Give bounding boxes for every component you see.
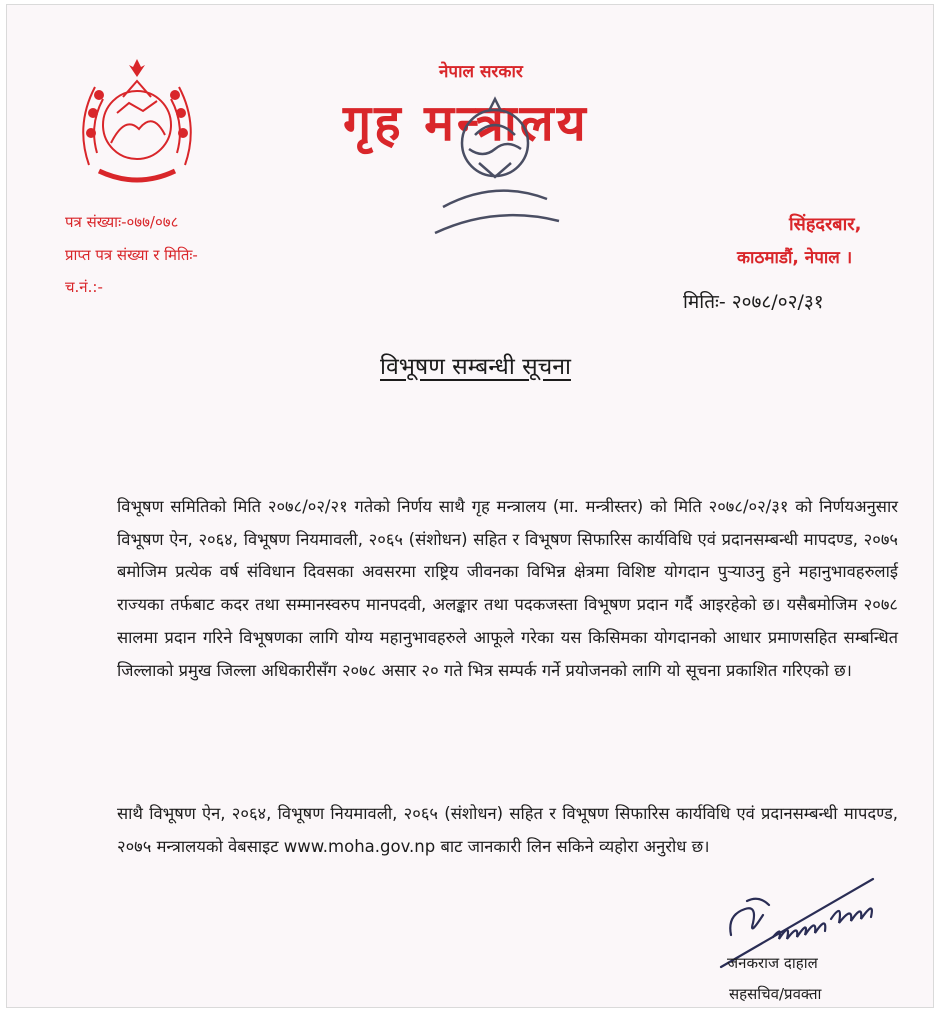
signer-name: जनकराज दाहाल: [727, 954, 818, 972]
received-letter-number: प्राप्त पत्र संख्या र मितिः-: [65, 246, 198, 264]
letter-number: पत्र संख्याः-०७७/०७८: [65, 213, 179, 231]
nepal-emblem-icon: [69, 55, 205, 191]
notice-page: [6, 4, 934, 1008]
address-line-2: काठमाडौं, नेपाल ।: [737, 248, 853, 268]
notice-paragraph-1: विभूषण समितिको मिति २०७८/०२/२१ गतेको निर्णय साथै गृह मन्त्रालय (मा. मन्त्रीस्तर) को मिति २०७८/०२/३१ को निर्णयअनुसार विभूषण ऐन, २०६४, विभूषण नियमावली, २०६५ (संशोधन) सहित र विभूषण सिफारिस कार्यविधि एवं प्रदानसम्बन्धी मापदण्ड, २०७५ बमोजिम प्रत्येक वर्ष संविधान दिवसका अवसरमा राष्ट्रिय जीवनका विभिन्न क्षेत्रमा विशिष्ट योगदान पुर्‍याउनु हुने महानुभावहरुलाई राज्यका तर्फबाट कदर तथा सम्मानस्वरुप मानपदवी, अलङ्कार तथा पदकजस्ता विभूषण प्रदान गर्दै आइरहेको छ। यसैबमोजिम २०७८ सालमा प्रदान गरिने विभूषणका लागि योग्य महानुभावहरुले आफूले गरेका यस किसिमका योगदानको आधार प्रमाणसहित सम्बन्धित जिल्लाको प्रमुख जिल्ला अधिकारीसँग २०७८ असार २० गते भित्र सम्पर्क गर्ने प्रयोजनको लागि यो सूचना प्रकाशित गरिएको छ।: [117, 497, 898, 680]
letter-date: मितिः- २०७८/०२/३१: [683, 291, 824, 313]
ministry-name: गृह मन्त्रालय: [343, 94, 589, 152]
notice-title: विभूषण सम्बन्धी सूचना: [380, 354, 571, 380]
government-name: नेपाल सरकार: [439, 62, 523, 82]
notice-paragraph-2: साथै विभूषण ऐन, २०६४, विभूषण नियमावली, २०६५ (संशोधन) सहित र विभूषण सिफारिस कार्यविधि एवं प्रदानसम्बन्धी मापदण्ड, २०७५ मन्त्रालयको वेबसाइट www.moha.gov.np बाट जानकारी लिन सकिने व्यहोरा अनुरोध छ।: [117, 804, 898, 856]
ministry-stamp-icon: [419, 87, 569, 242]
dispatch-number: च.नं.:-: [65, 278, 103, 296]
signer-designation: सहसचिव/प्रवक्ता: [729, 985, 822, 1003]
address-line-1: सिंहदरबार,: [789, 214, 862, 235]
